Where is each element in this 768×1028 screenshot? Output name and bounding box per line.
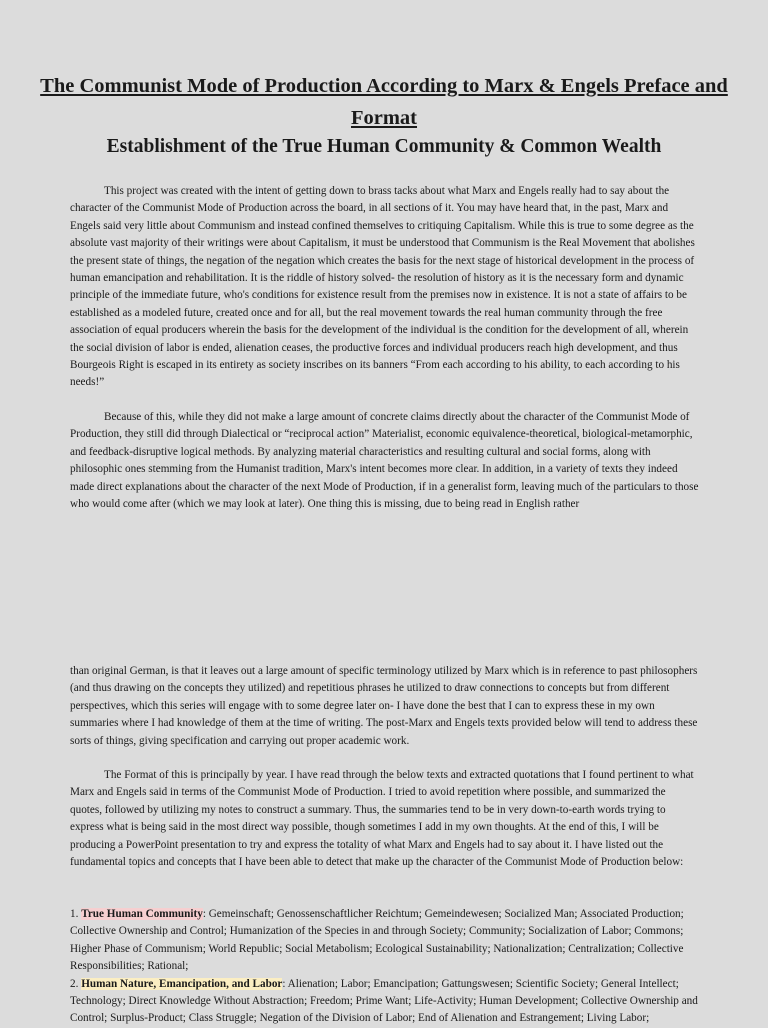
topic-item (70, 906, 710, 976)
topic-name-highlight: True Human Community (81, 908, 203, 920)
topic-name-highlight: Human Nature, Emancipation, and Labor (81, 977, 283, 990)
document-subtitle: Establishment of the True Human Community & Common Wealth (106, 136, 662, 157)
topic-number: 2. (70, 977, 79, 990)
paragraph-format: The Format of this is principally by year. I have read through the below texts and extracted quotations that I found pertinent to what Marx and Engels said in terms of the Communist Mode of Production. I tried to avoid repetition where possible, and summarized the quotes, followed by utilizing my notes to construct a summary. Thus, the summaries tend to be in very down-to-earth words trying to express what is being said in the most direct way possible, though sometimes I add in my own thoughts. At the end of this, I will be producing a PowerPoint presentation to try and express the totality of what Marx and Engels had to say about it. I have listed out the fundamental topics and concepts that I have been able to detect that make up the character of the Communist Mode of Production below: (70, 769, 694, 869)
paragraph-intro: This project was created with the intent of getting down to brass tacks about what Marx and Engels really had to say about the character of the Communist Mode of Production across the board, in all sections of it. You may have heard that, in the past, Marx and Engels said very little about Communism and instead confined themselves to critiquing Capitalism. While this is true to some degree as the absolute vast majority of their writings were about Capitalism, it must be understood that Communism is the Real Movement that abolishes the present state of things, the negation of the negation which creates the basis for the next stage of historical development in the process of human emancipation and rehabilitation. It is the riddle of history solved- the resolution of history as it is the necessary form and dynamic principle of the immediate future, who's conditions for existence result from the premises now in existence. It is not a state of affairs to be established as a modeled future, created once and for all, but the real movement towards the real human community through the free association of equal producers wherein the basis for the development of the individual is the condition for the development of all, wherein the social division of labor is ended, alienation ceases, the productive forces and individual producers reach high development, and thus Bourgeois Right is escaped in its entirety as society inscribes on its banners “From each according to his ability, to each according to his needs!” (70, 185, 695, 389)
topic-terms: : Alienation; Labor; Emancipation; Gattungswesen; Scientific Society; General Intellect; Technology; Direct Knowledge Without Abstraction; Freedom; Prime Want; Life-Activity; Human Development; Collective Ownership and Control; Surplus-Product; Class Struggle; Negation of the Division of Labor; End of Alienation and Estrangement; Living Labor; (70, 977, 698, 1025)
topic-item (70, 976, 710, 1028)
topic-terms: : Gemeinschaft; Genossenschaftlicher Reichtum; Gemeindewesen; Socialized Man; Associated Production; Collective Ownership and Control; Humanization of the Species in and through Society; Community; Socialization of Labor; Commons; Higher Phase of Communism; World Republic; Social Metabolism; Ecological Sustainability; Nationalization; Centralization; Collective Responsibilities; Rational; (70, 908, 684, 973)
paragraph-method: Because of this, while they did not make a large amount of concrete claims directly about the character of the Communist Mode of Production, they still did through Dialectical or “reciprocal action” Materialist, economic equivalence-theoretical, biological-metamorphic, and feedback-disruptive logical methods. By analyzing material characteristics and resulting cultural and social forms, along with philosophic ones stemming from the Humanist tradition, Marx's intent becomes more clear. In addition, in a variety of texts they indeed made direct explanations about the character of the next Mode of Production, if in a generalist form, leaving much of the particulars to those who would come after (which we may look at later). One thing this is missing, due to being read in English rather (70, 411, 699, 511)
paragraph-terminology: than original German, is that it leaves out a large amount of specific terminology utilized by Marx which is in reference to past philosophers (and thus drawing on the concepts they utilized) and repetitious phrases he utilized to draw connections to concepts but from different perspectives, which this series will engage with to some degree later on- I have done the best that I can to express these in my own summaries where I had knowledge of them at the time of writing. The post-Marx and Engels texts provided below will tend to address these sorts of things, giving specification and carrying out proper academic work. (70, 665, 698, 747)
document-title: The Communist Mode of Production According to Marx & Engels Preface and Format (40, 75, 728, 129)
topic-list (70, 906, 710, 1028)
topic-number: 1. (70, 908, 79, 920)
